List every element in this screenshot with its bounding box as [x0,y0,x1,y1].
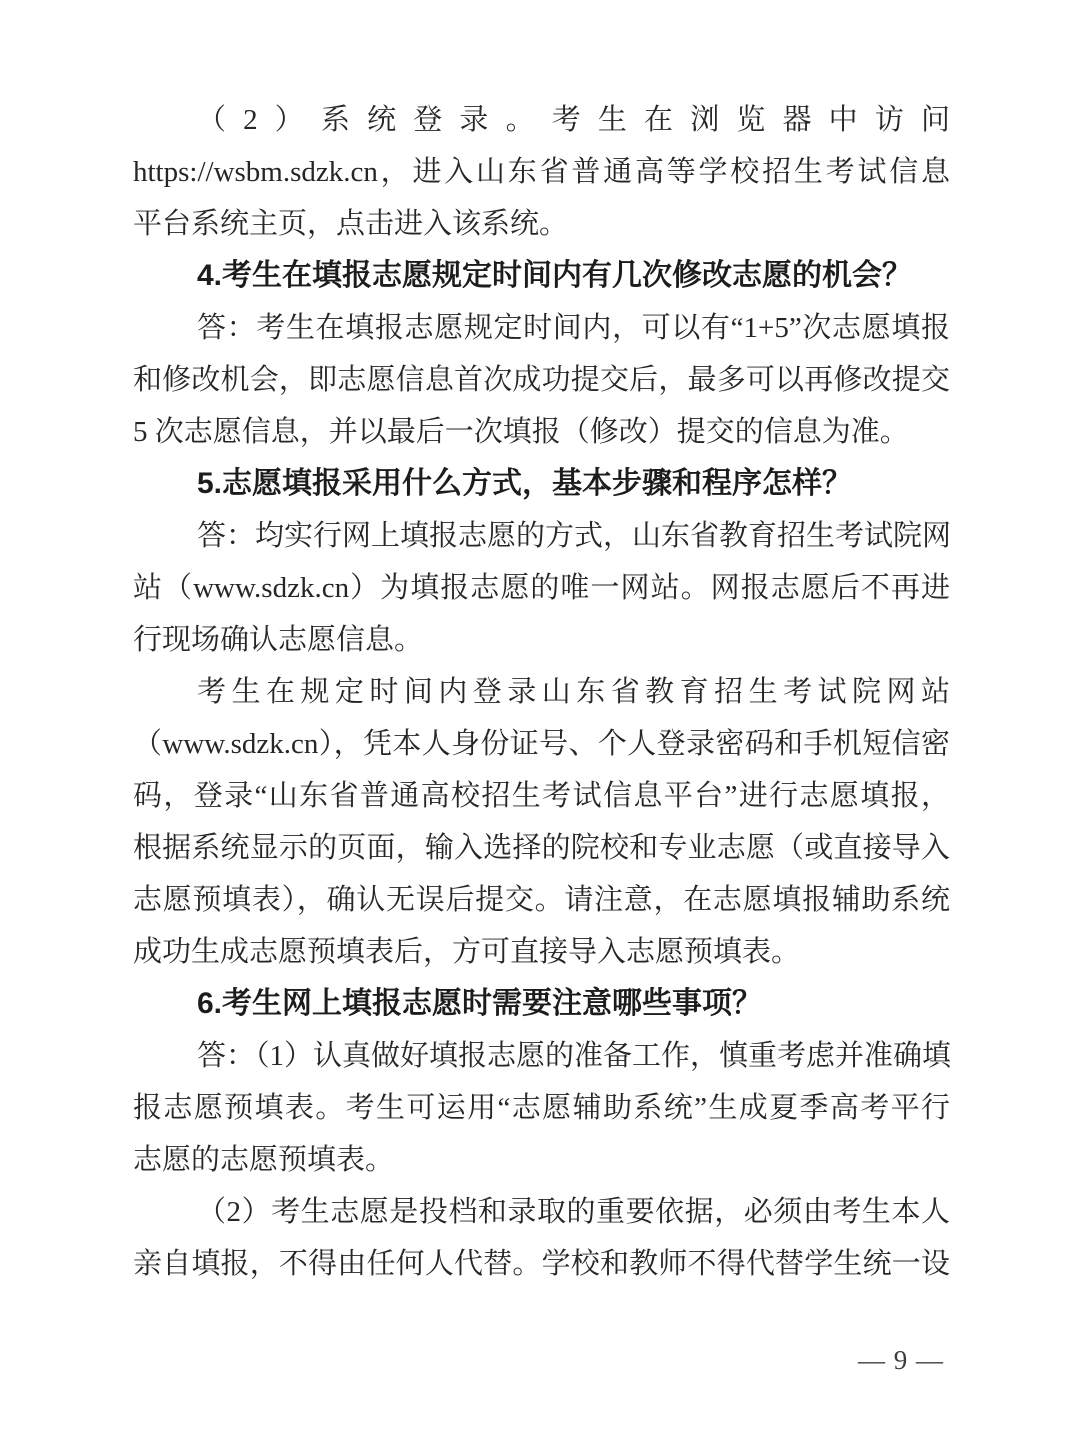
document-body [133,94,950,1290]
paragraph-line: 平台系统主页，点击进入该系统。 [133,208,569,240]
paragraph-line: 站（www.sdzk.cn）为填报志愿的唯一网站。网报志愿后不再进 [133,572,950,604]
paragraph-line: 和修改机会，即志愿信息首次成功提交后，最多可以再修改提交 [133,364,950,396]
question-heading-4: 4.考生在填报志愿规定时间内有几次修改志愿的机会？ [197,259,913,292]
question-heading-5: 5.志愿填报采用什么方式，基本步骤和程序怎样？ [197,467,853,500]
paragraph-line: 答：均实行网上填报志愿的方式，山东省教育招生考试院网 [197,520,952,552]
paragraph-line: 报志愿预填表。考生可运用“志愿辅助系统”生成夏季高考平行 [133,1092,950,1124]
question-heading-6: 6.考生网上填报志愿时需要注意哪些事项？ [197,987,763,1020]
paragraph-line: 答：（1）认真做好填报志愿的准备工作，慎重考虑并准确填 [197,1040,952,1072]
paragraph-line: （www.sdzk.cn），凭本人身份证号、个人登录密码和手机短信密 [133,728,950,760]
paragraph-line: 志愿预填表），确认无误后提交。请注意，在志愿填报辅助系统 [133,884,950,916]
paragraph-line: 码，登录“山东省普通高校招生考试信息平台”进行志愿填报， [133,780,950,812]
paragraph-line: （2）考生志愿是投档和录取的重要依据，必须由考生本人 [197,1196,950,1228]
paragraph-line: 志愿的志愿预填表。 [133,1144,395,1176]
paragraph-line: （2）系统登录。考生在浏览器中访问 [197,104,950,136]
paragraph-line: 成功生成志愿预填表后，方可直接导入志愿预填表。 [133,936,801,968]
paragraph-line: https://wsbm.sdzk.cn，进入山东省普通高等学校招生考试信息 [133,156,950,188]
paragraph-line: 答：考生在填报志愿规定时间内，可以有“1+5”次志愿填报 [197,312,950,344]
paragraph-line: 行现场确认志愿信息。 [133,624,424,656]
page-number: — 9 — [858,1345,944,1375]
paragraph-line: 根据系统显示的页面，输入选择的院校和专业志愿（或直接导入 [133,832,950,864]
paragraph-line: 亲自填报，不得由任何人代替。学校和教师不得代替学生统一设 [133,1248,950,1280]
paragraph-line: 5 次志愿信息，并以最后一次填报（修改）提交的信息为准。 [133,416,909,448]
paragraph-line: 考生在规定时间内登录山东省教育招生考试院网站 [197,676,950,708]
